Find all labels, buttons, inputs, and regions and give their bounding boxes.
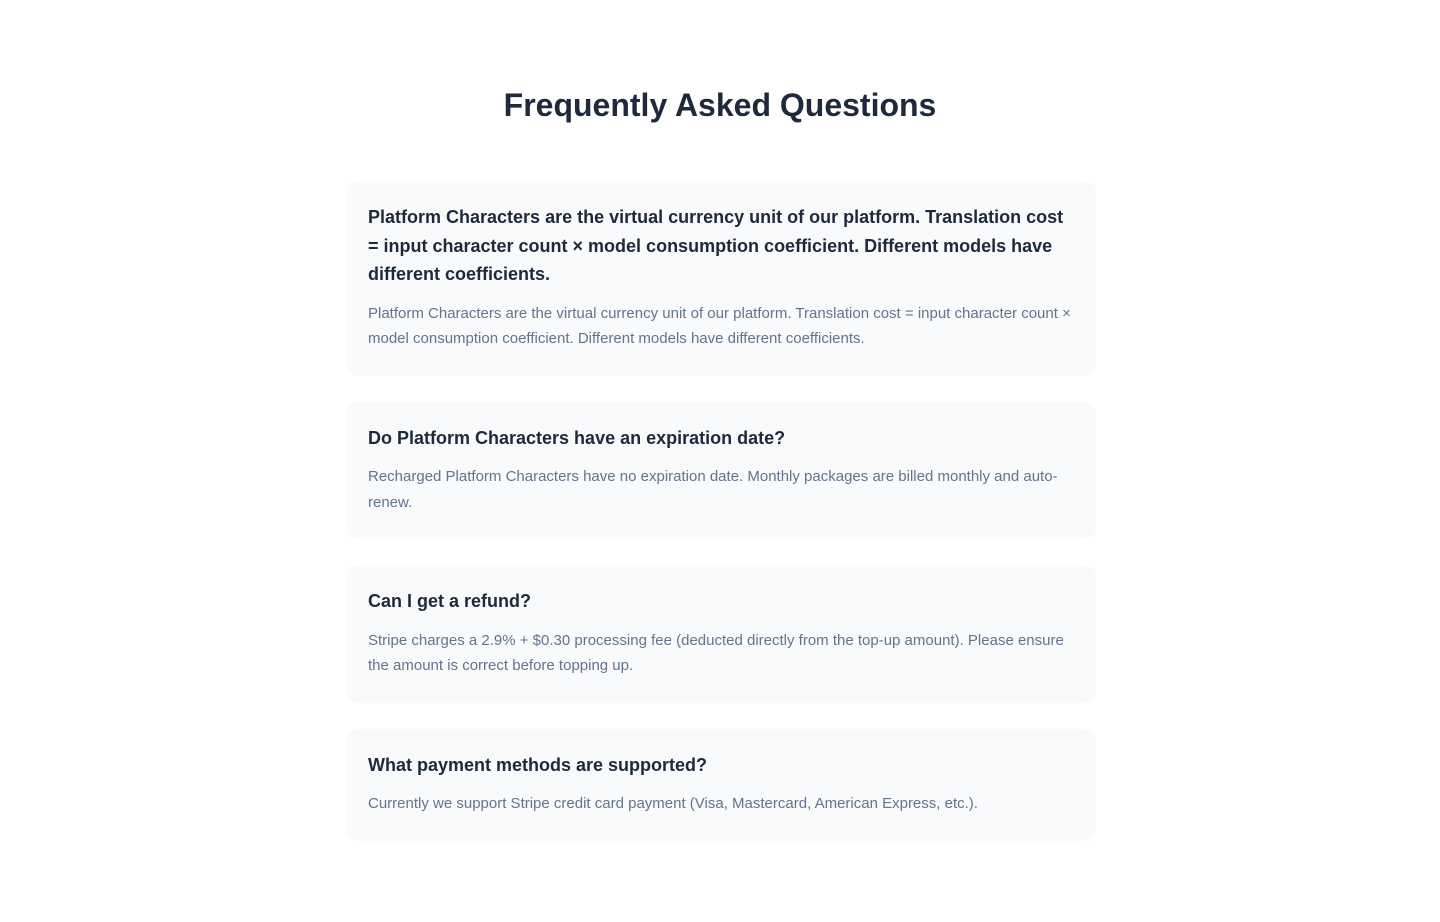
- faq-question: Can I get a refund?: [368, 591, 532, 611]
- faq-question: Platform Characters are the virtual currency unit of our platform. Translation cost = input character count × model consumption coefficient. Different models have different coefficients.: [368, 207, 1064, 284]
- faq-item-expiration: [346, 402, 1096, 540]
- faq-item-virtual-currency: [346, 181, 1096, 376]
- faq-list: [346, 181, 1096, 841]
- page-title: Frequently Asked Questions: [503, 87, 937, 123]
- faq-answer: Stripe charges a 2.9% + $0.30 processing fee (deducted directly from the top-up amount). Please ensure the amount is correct before topping up.: [368, 631, 1064, 674]
- faq-item-refund: [346, 565, 1096, 703]
- faq-question: Do Platform Characters have an expiration date?: [368, 427, 786, 448]
- faq-answer: Recharged Platform Characters have no expiration date. Monthly packages are billed monthly and auto-renew.: [368, 468, 1058, 511]
- faq-item-payment-methods: [346, 729, 1096, 841]
- faq-question: What payment methods are supported?: [368, 754, 708, 775]
- faq-answer: Currently we support Stripe credit card payment (Visa, Mastercard, American Express, etc.).: [368, 795, 978, 812]
- faq-answer: Platform Characters are the virtual currency unit of our platform. Translation cost = input character count × model consumption coefficient. Different models have different coefficients.: [368, 304, 1071, 347]
